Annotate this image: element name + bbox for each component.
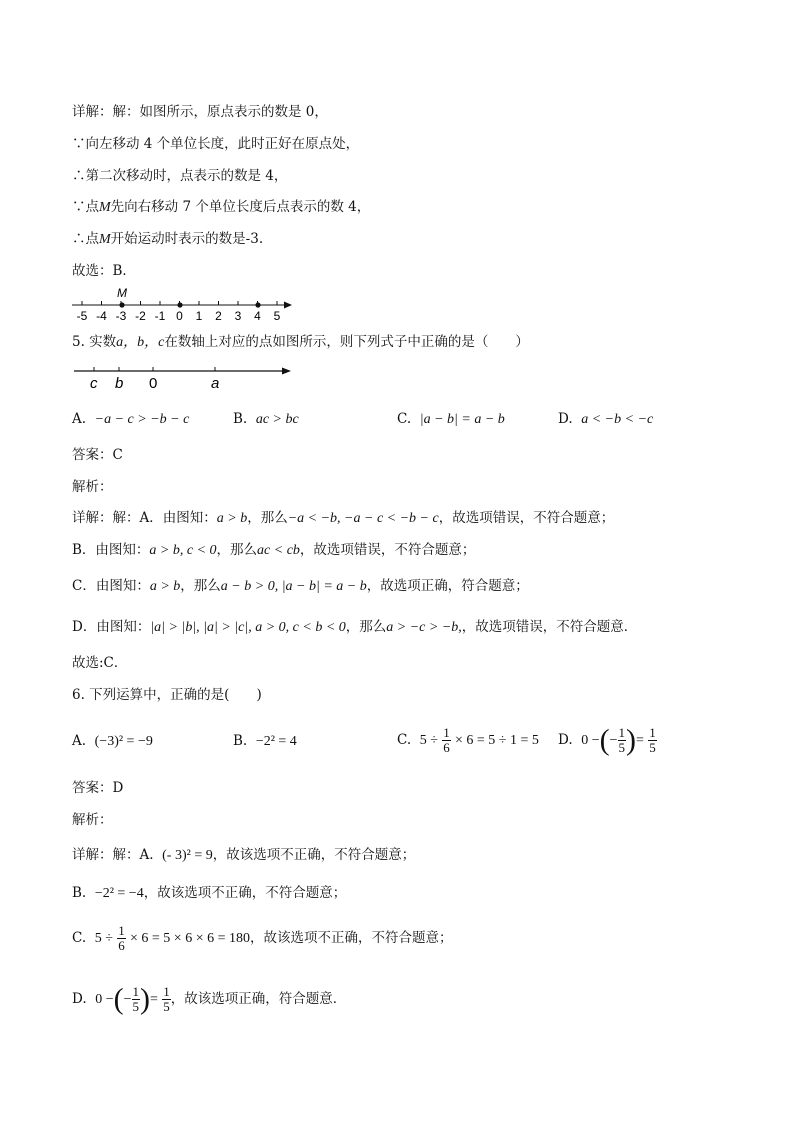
q5-detail-a-m2: −a < −b, −a − c < −b − c [287, 511, 439, 526]
frac-num: 1 [618, 725, 626, 740]
q6-option-c-pre: 5 ÷ [419, 733, 438, 748]
q5-option-a-math: −a − c > −b − c [94, 412, 190, 427]
prev-line-5 [72, 230, 263, 249]
q5-option-d [558, 410, 653, 429]
q6-detail-d: D. 0 −(− $\frac{1}{5}$ )= $\frac{1}{5}$ ，故该选项正确，符合题意． [72, 982, 347, 1016]
axis-tick-label: 4 [254, 309, 261, 323]
axis-tick-label: -2 [135, 309, 146, 323]
prev-line-4-m: M [99, 200, 111, 215]
q5-axis-b: b [115, 375, 124, 392]
q6-detail-d-fraction-result [162, 985, 171, 1014]
q5-detail-d-1: D．由图知： [72, 619, 151, 635]
q5-detail-a [72, 509, 614, 528]
q6-detail-d-fraction-inner [132, 985, 141, 1014]
q5-detail-b-m2: ac < cb [257, 543, 300, 558]
q5-option-c-math: |a − b| = a − b [419, 412, 505, 427]
q6-option-b [233, 732, 297, 751]
prev-line-5-b: 开始运动时表示的数是-3. [110, 231, 264, 247]
q6-option-d-fraction-result [648, 726, 657, 755]
label-m: M [117, 286, 127, 300]
q5-detail-d-m2: a > −c > −b, [386, 620, 462, 635]
axis-tick-label: -1 [154, 309, 166, 323]
q5-stem-b: 在数轴上对应的点如图所示，则下列式子中正确的是（ ） [164, 334, 529, 350]
q5-choice: 故选:C． [72, 655, 128, 671]
q6-option-b-label: B. [233, 733, 248, 749]
frac-num: 1 [118, 923, 125, 938]
axis-tick-label: 5 [273, 309, 281, 323]
prev-line-4-a: ∵点 [72, 199, 99, 215]
q6-detail-d-1: D. [72, 991, 87, 1007]
frac-num: 1 [132, 984, 140, 999]
prev-choice: 故选：B． [72, 263, 136, 279]
q5-detail-d-3: ，故选项错误，不符合题意． [461, 619, 638, 635]
number-line-q5 [72, 360, 297, 396]
q6-option-a [72, 732, 153, 751]
axis-tick-label: -4 [96, 309, 107, 323]
q6-detail-d-2: ，故该选项正确，符合题意． [170, 991, 347, 1007]
q6-detail-b-1: B. [72, 885, 87, 901]
q6-detail-c-2: ，故该选项不正确，不符合题意； [250, 930, 453, 946]
frac-den: 5 [163, 999, 170, 1014]
q5-axis-0: 0 [149, 375, 158, 392]
q5-detail-d-2: ，那么 [345, 619, 387, 635]
q6-answer: 答案：D [72, 780, 124, 796]
q6-option-a-label: A. [72, 733, 87, 749]
q5-option-d-label: D. [558, 411, 573, 427]
q6-detail-b-m: −2² = −4 [94, 886, 144, 901]
q5-detail-a-3: ，故选项错误，不符合题意； [438, 510, 615, 526]
q6-detail-d-post: = [150, 992, 158, 1007]
q6-option-c-label: C. [397, 732, 412, 748]
q5-detail-d [72, 618, 637, 637]
point-origin [177, 302, 182, 307]
q6-analysis: 解析： [72, 812, 113, 828]
q5-detail-b-m1: a > b, c < 0 [149, 543, 217, 558]
axis-tick-label: 1 [195, 309, 203, 323]
q5-detail-c-3: ，故选项正确，符合题意； [366, 578, 529, 594]
q5-stem-a: 5. 实数 [72, 334, 117, 350]
q6-detail-a-2: ，故该选项不正确，不符合题意； [212, 847, 416, 863]
frac-den: 5 [132, 999, 140, 1014]
q6-stem: 6. 下列运算中，正确的是( ) [72, 687, 262, 703]
q6-detail-c-pre: 5 ÷ [94, 931, 113, 946]
q6-option-b-math: −2² = 4 [255, 734, 297, 749]
q6-option-d-pre: 0 − [581, 733, 600, 748]
frac-den: 5 [649, 740, 656, 755]
q5-detail-b [72, 541, 475, 560]
axis-tick-label: 0 [176, 309, 183, 323]
q5-detail-a-2: ，那么 [247, 510, 288, 526]
prev-line-5-m: M [99, 232, 111, 247]
q5-detail-b-3: ，故选项错误，不符合题意； [299, 542, 476, 558]
axis-tick-label: 3 [234, 309, 242, 323]
q6-detail-c-1: C. [72, 930, 87, 946]
number-line-m [70, 284, 300, 324]
prev-line-5-a: ∴点 [72, 231, 99, 247]
q5-detail-a-m1: a > b [216, 511, 248, 526]
q6-detail-d-pre: 0 − [95, 992, 114, 1007]
q5-detail-c [72, 577, 529, 596]
q5-option-a-label: A. [72, 411, 87, 427]
prev-line-4-b: 先向右移动 7 个单位长度后点表示的数 4， [110, 199, 371, 215]
q6-detail-c-fraction [117, 924, 126, 953]
point-m [119, 302, 124, 307]
prev-line-3: ∴第二次移动时，点表示的数是 4， [72, 168, 288, 184]
q5-option-d-math: a < −b < −c [581, 412, 654, 427]
q5-detail-d-m1: |a| > |b|, |a| > |c|, a > 0, c < b < 0 [150, 620, 346, 635]
prev-line-2: ∵向左移动 4 个单位长度，此时正好在原点处， [72, 136, 360, 152]
q5-axis-c: c [90, 375, 98, 392]
q6-detail-b-2: ，故该选项不正确，不符合题意； [143, 885, 347, 901]
q5-stem [72, 333, 529, 352]
frac-num: 1 [163, 984, 170, 999]
q5-detail-b-2: ，那么 [216, 542, 258, 558]
q5-option-b [233, 410, 299, 429]
q5-detail-c-m1: a > b [149, 579, 181, 594]
point-four [255, 302, 260, 307]
q6-option-a-math: (−3)² = −9 [94, 734, 153, 749]
q5-answer: 答案：C [72, 447, 123, 463]
q6-option-c [397, 722, 539, 759]
frac-den: 6 [118, 938, 125, 953]
axis-tick-label: 2 [215, 309, 222, 323]
q5-option-c [397, 410, 505, 429]
q6-detail-b [72, 884, 346, 903]
frac-num: 1 [443, 725, 450, 740]
q5-stem-vars: a，b，c [116, 335, 165, 350]
q6-option-c-fraction [442, 726, 451, 755]
q6-option-d-post: = [636, 733, 644, 748]
q5-option-b-math: ac > bc [255, 412, 299, 427]
q6-detail-c [72, 920, 453, 957]
q5-analysis: 解析： [72, 479, 113, 495]
q6-option-d-label: D. [558, 732, 573, 748]
prev-line-4 [72, 198, 370, 217]
axis-tick-label: -3 [115, 309, 127, 323]
q5-detail-a-1: 详解：解：A．由图知： [72, 510, 217, 526]
q6-option-d-fraction-inner [618, 726, 627, 755]
q6-detail-a-m: (- 3)² = 9 [162, 848, 213, 863]
frac-den: 6 [443, 740, 450, 755]
q5-detail-b-1: B．由图知： [72, 542, 150, 558]
q6-detail-c-post: × 6 = 5 × 6 × 6 = 180 [130, 931, 250, 946]
axis-tick-label: -5 [76, 309, 88, 323]
q5-detail-c-1: C．由图知： [72, 578, 150, 594]
q5-option-b-label: B. [233, 411, 248, 427]
prev-line-1: 详解：解：如图所示，原点表示的数是 0， [72, 104, 328, 120]
q6-option-d: D. 0 −(− $\frac{1}{5}$ )= $\frac{1}{5}$ [558, 723, 656, 757]
q6-detail-a-1: 详解：解：A. [72, 847, 154, 863]
q6-detail-a [72, 846, 415, 865]
q5-axis-a: a [211, 375, 220, 392]
q5-detail-c-m2: a − b > 0, |a − b| = a − b [220, 579, 367, 594]
frac-num: 1 [649, 725, 656, 740]
frac-den: 5 [618, 740, 626, 755]
q5-detail-c-2: ，那么 [180, 578, 221, 594]
q5-option-c-label: C. [397, 411, 412, 427]
q5-option-a [72, 410, 189, 429]
q6-option-c-post: × 6 = 5 ÷ 1 = 5 [455, 733, 539, 748]
